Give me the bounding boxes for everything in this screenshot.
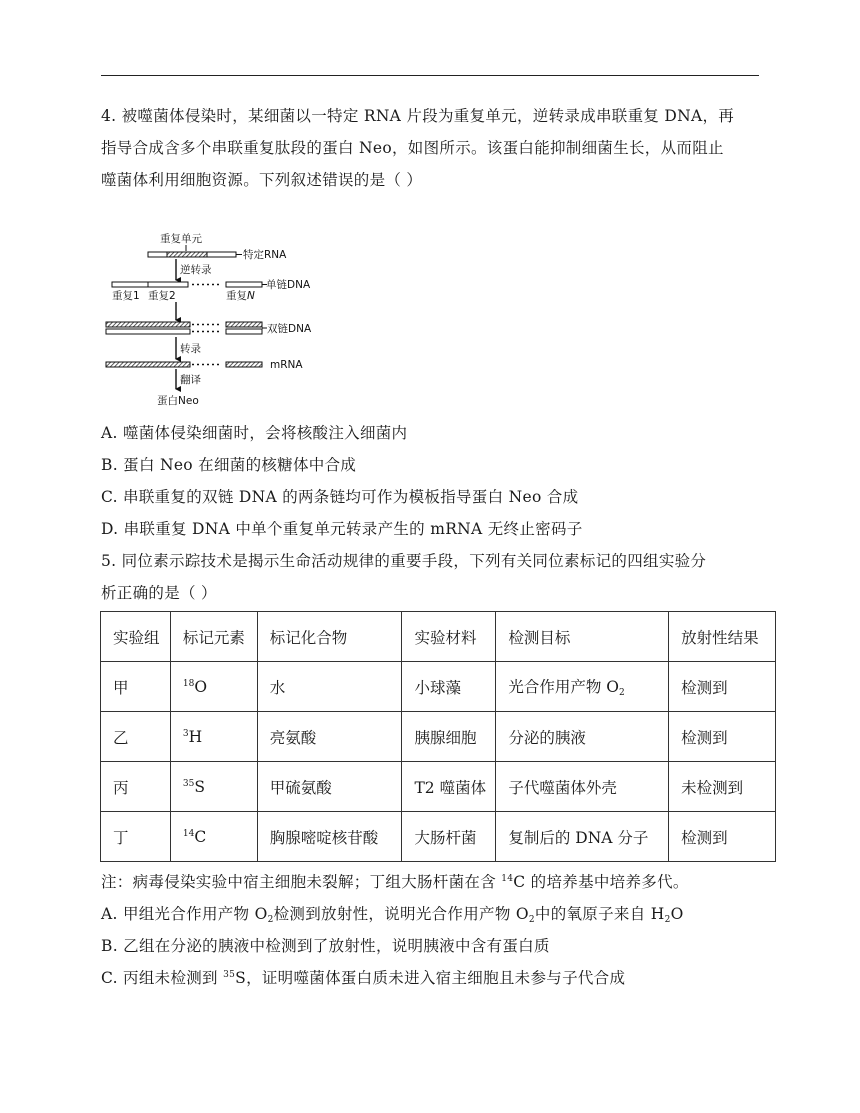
table-row xyxy=(101,712,776,762)
table-header-row xyxy=(101,612,776,662)
label-protein-neo: 蛋白Neo xyxy=(157,395,199,407)
label-ssdna: 单链DNA xyxy=(266,279,311,291)
isotope-mass: 3 xyxy=(182,728,189,739)
label-repeat-2: 重复2 xyxy=(148,290,176,302)
q4-option-c: C. 串联重复的双链 DNA 的两条链均可作为模板指导蛋白 Neo 合成 xyxy=(101,488,579,506)
label-specific-rna: 特定RNA xyxy=(243,249,287,261)
label-reverse-transcription: 逆转录 xyxy=(180,264,212,276)
cell-compound: 胸腺嘧啶核苷酸 xyxy=(257,812,402,862)
cell-isotope xyxy=(170,812,257,862)
table-row xyxy=(101,662,776,712)
header-rule xyxy=(101,75,759,76)
q5-stem-line-1: 5. 同位素示踪技术是揭示生命活动规律的重要手段，下列有关同位素标记的四组实验分 xyxy=(101,552,707,570)
cell-target: 复制后的 DNA 分子 xyxy=(496,812,669,862)
label-translation: 翻译 xyxy=(180,374,201,386)
cell-target: 光合作用产物 $O_2$ xyxy=(496,662,669,712)
cell-isotope xyxy=(170,762,257,812)
cell-group: 丙 xyxy=(101,762,171,812)
label-transcription: 转录 xyxy=(180,343,201,355)
q5-table-note: 注：病毒侵染实验中宿主细胞未裂解；丁组大肠杆菌在含 $^{14}$C 的培养基中培养多代。 xyxy=(101,873,689,891)
q4-stem-line-3: 噬菌体利用细胞资源。下列叙述错误的是（ ） xyxy=(101,171,423,189)
label-repeat-unit: 重复单元 xyxy=(160,233,202,245)
cell-compound: 甲硫氨酸 xyxy=(257,762,402,812)
cell-compound: 亮氨酸 xyxy=(257,712,402,762)
q5-option-c: C. 丙组未检测到 $^{35}$S，证明噬菌体蛋白质未进入宿主细胞且未参与子代合成 xyxy=(101,969,626,987)
cell-target: 子代噬菌体外壳 xyxy=(496,762,669,812)
cell-result: 检测到 xyxy=(669,712,776,762)
table-row xyxy=(101,812,776,862)
q5-option-a: A. 甲组光合作用产物 $O_2$检测到放射性，说明光合作用产物 $O_2$中的氧原子来自 $H_2O$ xyxy=(101,905,684,925)
cell-group: 甲 xyxy=(101,662,171,712)
isotope-mass: 18 xyxy=(182,678,195,689)
cell-result: 检测到 xyxy=(669,662,776,712)
q5-stem-line-2: 析正确的是（ ） xyxy=(101,584,217,602)
cell-result: 检测到 xyxy=(669,812,776,862)
isotope-symbol: C xyxy=(194,827,207,846)
cell-isotope xyxy=(170,712,257,762)
repeat-unit-segment xyxy=(167,252,207,257)
cell-material: 大肠杆菌 xyxy=(402,812,496,862)
table-header-cell: 检测目标 xyxy=(496,612,669,662)
q4-option-a: A. 噬菌体侵染细菌时，会将核酸注入细菌内 xyxy=(101,424,408,442)
table-header-cell: 标记化合物 xyxy=(257,612,402,662)
cell-group: 乙 xyxy=(101,712,171,762)
label-mrna: mRNA xyxy=(270,359,303,371)
table-header-cell: 标记元素 xyxy=(170,612,257,662)
label-repeat-n: 重复N xyxy=(226,290,255,302)
q4-option-d: D. 串联重复 DNA 中单个重复单元转录产生的 mRNA 无终止密码子 xyxy=(101,520,583,538)
cell-compound: 水 xyxy=(257,662,402,712)
isotope-mass: 14 xyxy=(182,828,195,839)
isotope-experiment-table xyxy=(100,611,776,862)
table-header-cell: 放射性结果 xyxy=(669,612,776,662)
table-header-cell: 实验材料 xyxy=(402,612,496,662)
isotope-symbol: S xyxy=(194,777,205,796)
cell-material: 小球藻 xyxy=(402,662,496,712)
isotope-symbol: H xyxy=(188,727,203,746)
isotope-mass: 35 xyxy=(182,778,195,789)
target-subscript: 2 xyxy=(619,688,625,698)
q4-stem-line-1: 4. 被噬菌体侵染时，某细菌以一特定 RNA 片段为重复单元，逆转录成串联重复 DNA，再 xyxy=(101,107,735,125)
table-header-cell: 实验组 xyxy=(101,612,171,662)
cell-material: 胰腺细胞 xyxy=(402,712,496,762)
label-repeat-1: 重复1 xyxy=(112,290,140,302)
q4-stem-line-2: 指导合成含多个串联重复肽段的蛋白 Neo，如图所示。该蛋白能抑制细菌生长，从而阻止 xyxy=(101,139,724,157)
cell-result: 未检测到 xyxy=(669,762,776,812)
cell-target: 分泌的胰液 xyxy=(496,712,669,762)
label-dsdna: 双链DNA xyxy=(267,323,312,335)
table-row xyxy=(101,762,776,812)
cell-isotope xyxy=(170,662,257,712)
neo-synthesis-diagram xyxy=(100,228,340,408)
q5-option-b: B. 乙组在分泌的胰液中检测到了放射性，说明胰液中含有蛋白质 xyxy=(101,937,550,955)
isotope-symbol: O xyxy=(194,677,208,696)
cell-material: T2 噬菌体 xyxy=(402,762,496,812)
cell-group: 丁 xyxy=(101,812,171,862)
q4-option-b: B. 蛋白 Neo 在细菌的核糖体中合成 xyxy=(101,456,357,474)
